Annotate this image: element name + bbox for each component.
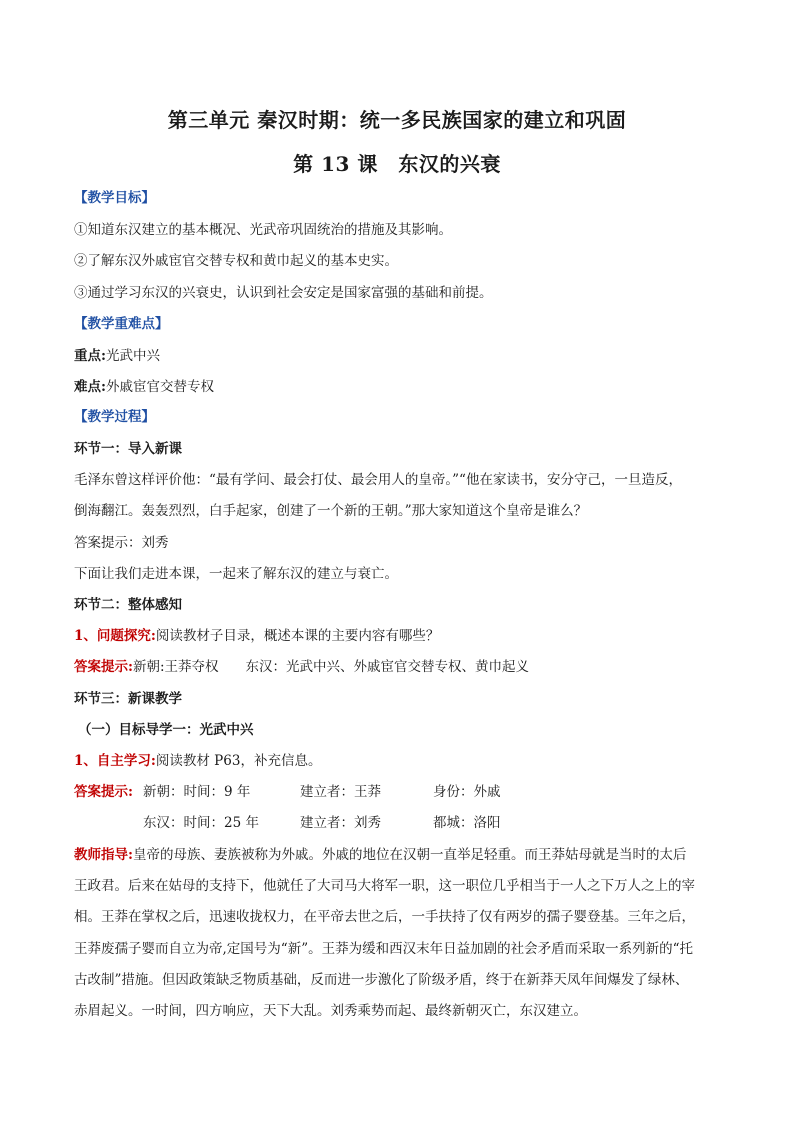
step2-question-text: 阅读教材子目录，概述本课的主要内容有哪些？ [155, 628, 440, 644]
step3-question-label: 1、自主学习: [74, 753, 156, 769]
goal-item-3: ③通过学习东汉的兴衰史，认识到社会安定是国家富强的基础和前提。 [74, 285, 493, 301]
step3-answer-label: 答案提示: [74, 784, 133, 800]
row1-extra: 身份：外戚 [433, 784, 501, 800]
row2-founder: 建立者：刘秀 [300, 815, 381, 831]
step2-answer-label: 答案提示: [74, 659, 133, 675]
difficult-text: 外戚宦官交替专权 [105, 379, 214, 395]
key-text: 光武中兴 [105, 348, 160, 364]
goals-heading: 【教学目标】 [74, 190, 155, 206]
guide-line-4: 王莽废孺子婴而自立为帝,定国号为“新”。王莽为缓和西汉末年日益加剧的社会矛盾而采取一系列新的“托 [74, 941, 693, 957]
guide-line-6: 赤眉起义。一时间，四方响应，天下大乱。刘秀乘势而起、最终新朝灭亡，东汉建立。 [74, 1003, 587, 1019]
row1-founder: 建立者：王莽 [300, 784, 381, 800]
step1-answer: 答案提示：刘秀 [74, 535, 169, 551]
step2-question [74, 624, 439, 644]
guide-line-5: 古改制”措施。但因政策缺乏物质基础，反而进一步激化了阶级矛盾，终于在新莽天凤年间爆发了绿林、 [74, 972, 689, 988]
step1-transition: 下面让我们走进本课，一起来了解东汉的建立与衰亡。 [74, 566, 398, 582]
guide-line-2: 王政君。后来在姑母的支持下，他就任了大司马大将军一职，这一职位几乎相当于一人之下万人之上的宰 [74, 878, 695, 894]
step1-title: 环节一：导入新课 [74, 441, 182, 457]
row2-dynasty-time: 东汉：时间：25 年 [143, 815, 259, 831]
step3-title: 环节三：新课教学 [74, 691, 182, 707]
step2-question-label: 1、问题探究: [74, 628, 156, 644]
guide-line-1 [74, 843, 686, 863]
guide-line-3: 相。王莽在掌权之后，迅速收拢权力，在平帝去世之后，一手扶持了仅有两岁的孺子婴登基。三年之后， [74, 909, 695, 925]
step1-para-line2: 倒海翻江。轰轰烈烈，白手起家，创建了一个新的王朝。”那大家知道这个皇帝是谁么？ [74, 503, 588, 519]
lesson-title: 第 13 课 东汉的兴衰 [293, 152, 501, 176]
difficult-label: 难点: [74, 379, 106, 395]
unit-title: 第三单元 秦汉时期：统一多民族国家的建立和巩固 [167, 108, 627, 132]
guide-label: 教师指导: [74, 847, 133, 863]
step1-para-line1: 毛泽东曾这样评价他：“最有学问、最会打仗、最会用人的皇帝。”“他在家读书，安分守己，一旦造反， [74, 472, 682, 488]
difficult-point-row [74, 375, 214, 395]
step2-title: 环节二：整体感知 [74, 597, 182, 613]
step3-question [74, 749, 321, 769]
goal-item-1: ①知道东汉建立的基本概况、光武帝巩固统治的措施及其影响。 [74, 222, 452, 238]
sub1-title: （一）目标导学一：光武中兴 [78, 722, 254, 738]
step2-answer [74, 655, 529, 675]
step3-question-text: 阅读教材 P63，补充信息。 [155, 753, 322, 769]
row2-extra: 都城：洛阳 [433, 815, 501, 831]
guide-text-1: 皇帝的母族、妻族被称为外戚。外戚的地位在汉朝一直举足轻重。而王莽姑母就是当时的太后 [132, 847, 687, 863]
row1-dynasty-time: 新朝：时间：9 年 [143, 784, 251, 800]
key-label: 重点: [74, 348, 106, 364]
process-heading: 【教学过程】 [74, 409, 155, 425]
step2-answer-text: 新朝:王莽夺权 东汉：光武中兴、外戚宦官交替专权、黄巾起义 [132, 659, 530, 675]
key-points-heading: 【教学重难点】 [74, 316, 169, 332]
goal-item-2: ②了解东汉外戚宦官交替专权和黄巾起义的基本史实。 [74, 253, 398, 269]
key-point-row [74, 344, 160, 364]
